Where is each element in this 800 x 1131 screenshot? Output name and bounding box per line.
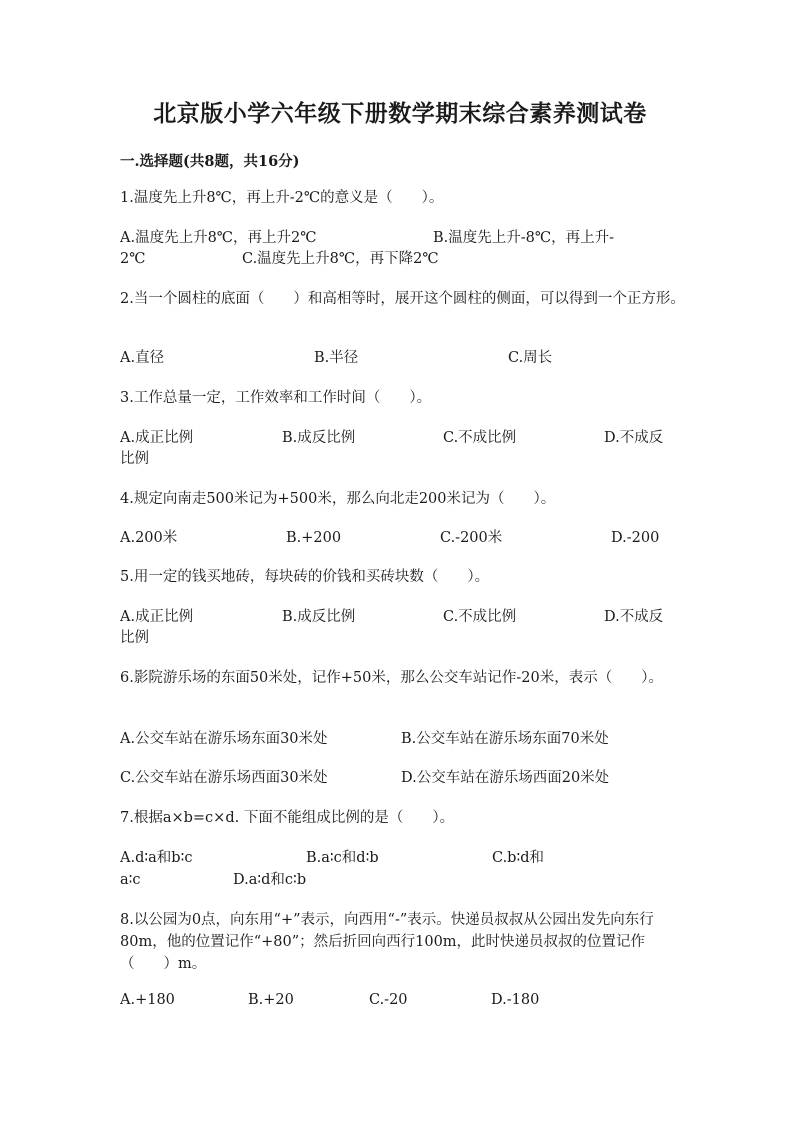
question-8-option-a: A.+180 <box>120 992 175 1008</box>
question-3-option-b: B.成反比例 <box>282 430 356 446</box>
question-8-option-c: C.-20 <box>369 992 408 1008</box>
question-2-option-a: A.直径 <box>120 350 165 366</box>
question-3-stem: 3.工作总量一定，工作效率和工作时间（ ）。 <box>120 390 432 406</box>
question-6-option-d: D.公交车站在游乐场西面20米处 <box>401 770 610 786</box>
question-6-stem: 6.影院游乐场的东面50米处，记作+50米，那么公交车站记作-20米，表示（ ）。 <box>120 670 663 686</box>
question-7-option-a: A.d∶a和b∶c <box>120 850 193 866</box>
question-1-option-c: C.温度先上升8℃，再下降2℃ <box>242 251 439 267</box>
question-7-option-b: B.a∶c和d∶b <box>306 850 379 866</box>
question-7-option-d: D.a∶d和c∶b <box>233 872 307 888</box>
question-4-option-b: B.+200 <box>286 530 342 546</box>
question-5-option-c: C.不成比例 <box>443 609 517 625</box>
question-4-option-c: C.-200米 <box>440 530 503 546</box>
question-5-option-b: B.成反比例 <box>282 609 356 625</box>
question-8-option-d: D.-180 <box>491 992 540 1008</box>
question-5-stem: 5.用一定的钱买地砖，每块砖的价钱和买砖块数（ ）。 <box>120 569 490 585</box>
question-7-option-c-cont: a∶c <box>120 872 141 888</box>
question-3-option-a: A.成正比例 <box>120 430 194 446</box>
section-heading: 一.选择题(共8题，共16分) <box>120 153 300 170</box>
question-4-stem: 4.规定向南走500米记为+500米，那么向北走200米记为（ ）。 <box>120 491 556 507</box>
question-1-option-b: B.温度先上升-8℃，再上升- <box>433 230 615 246</box>
question-6-option-b: B.公交车站在游乐场东面70米处 <box>401 731 609 747</box>
question-5-option-a: A.成正比例 <box>120 609 194 625</box>
question-7-stem: 7.根据a×b=c×d. 下面不能组成比例的是（ ）。 <box>120 810 455 826</box>
question-4-option-a: A.200米 <box>120 530 178 546</box>
question-3-option-c: C.不成比例 <box>443 430 517 446</box>
question-3-option-d: D.不成反 <box>604 430 664 446</box>
question-4-option-d: D.-200 <box>611 530 660 546</box>
question-8-stem: 8.以公园为0点，向东用“+”表示，向西用“-”表示。快递员叔叔从公园出发先向东行80m，他的位置记作“+80”；然后折回向西行100m，此时快递员叔叔的位置记作（ ）m。 <box>120 912 654 972</box>
question-6-option-a: A.公交车站在游乐场东面30米处 <box>120 731 328 747</box>
question-2-option-c: C.周长 <box>508 350 553 366</box>
question-3-option-d-cont: 比例 <box>120 451 149 467</box>
question-1-stem: 1.温度先上升8℃，再上升-2℃的意义是（ ）。 <box>120 190 444 206</box>
question-1-option-a: A.温度先上升8℃，再上升2℃ <box>120 230 317 246</box>
question-6-option-c: C.公交车站在游乐场西面30米处 <box>120 770 328 786</box>
question-2-option-b: B.半径 <box>314 350 359 366</box>
question-8-option-b: B.+20 <box>248 992 294 1008</box>
exam-title: 北京版小学六年级下册数学期末综合素养测试卷 <box>153 100 647 127</box>
question-5-option-d-cont: 比例 <box>120 630 149 646</box>
question-1-option-b-cont: 2℃ <box>120 251 146 267</box>
question-5-option-d: D.不成反 <box>604 609 664 625</box>
question-7-option-c: C.b∶d和 <box>492 850 545 866</box>
question-2-stem: 2.当一个圆柱的底面（ ）和高相等时，展开这个圆柱的侧面，可以得到一个正方形。 <box>120 291 685 307</box>
